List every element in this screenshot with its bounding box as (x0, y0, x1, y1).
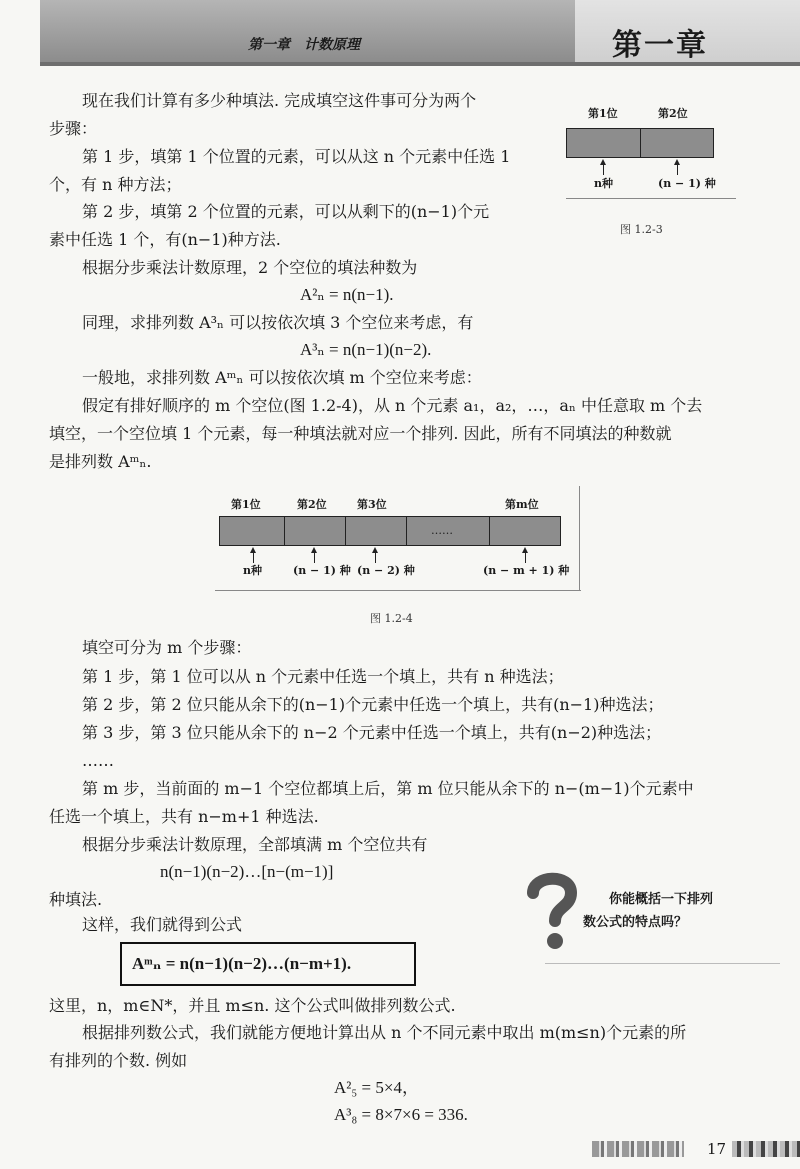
footer-pattern (592, 1141, 684, 1157)
paragraph-line: 有排列的个数. 例如 (49, 1051, 188, 1070)
slot-box (345, 516, 407, 546)
slot-label: 第1位 (231, 498, 261, 511)
choice-label: n种 (594, 177, 613, 190)
ellipsis-label: …… (431, 524, 453, 537)
permutation-formula: Aᵐₙ = n(n−1)(n−2)…(n−m+1). (132, 954, 352, 973)
slot-label: 第2位 (658, 107, 688, 120)
paragraph-line: 第 2 步，填第 2 个位置的元素，可以从剩下的(n−1)个元 (82, 202, 490, 221)
choice-label: n种 (243, 564, 262, 577)
slot-box (489, 516, 561, 546)
paragraph-line: 根据分步乘法计数原理，全部填满 m 个空位共有 (82, 835, 428, 854)
sidebar-divider (545, 963, 780, 964)
paragraph-line: 种填法. (49, 890, 103, 909)
formula: A²ₙ = n(n−1). (300, 285, 394, 304)
paragraph-line: 素中任选 1 个，有(n−1)种方法. (49, 230, 281, 249)
paragraph-line: 填空，一个空位填 1 个元素，每一种填法就对应一个排列. 因此，所有不同填法的种数就 (49, 424, 672, 443)
formula: A³ₙ = n(n−1)(n−2). (300, 340, 432, 359)
formula: A²₅ = 5×4， (334, 1078, 419, 1097)
slot-label: 第m位 (505, 498, 539, 511)
paragraph-line: 第 3 步，第 3 位只能从余下的 n−2 个元素中任选一个填上，共有(n−2)种选法； (82, 723, 662, 742)
sidebar-question: 你能概括一下排列 (609, 892, 714, 907)
figure-frame (579, 486, 580, 590)
choice-label: (n − m + 1) 种 (483, 564, 570, 577)
page-number: 17 (707, 1140, 727, 1158)
figure-caption: 图 1.2-4 (370, 612, 413, 625)
slot-label: 第3位 (357, 498, 387, 511)
slot-box (640, 128, 714, 158)
paragraph-line: 步骤： (49, 119, 98, 138)
paragraph-line: …… (82, 751, 114, 770)
choice-label: (n − 1) 种 (658, 177, 716, 190)
paragraph-line: 第 1 步，填第 1 个位置的元素，可以从这 n 个元素中任选 1 (82, 147, 511, 166)
paragraph-line: 这样，我们就得到公式 (82, 915, 243, 934)
footer-pattern (732, 1141, 800, 1157)
paragraph-line: 是排列数 Aᵐₙ. (49, 452, 152, 471)
paragraph-line: 第 m 步，当前面的 m−1 个空位都填上后，第 m 位只能从余下的 n−(m−1)个元素中 (82, 779, 694, 798)
formula: A³₈ = 8×7×6 = 336. (334, 1105, 468, 1124)
choice-label: (n − 1) 种 (293, 564, 351, 577)
sidebar-question: 数公式的特点吗？ (583, 915, 688, 930)
paragraph-line: 第 1 步，第 1 位可以从 n 个元素中任选一个填上，共有 n 种选法； (82, 667, 564, 686)
figure-1-2-3 (566, 100, 736, 220)
up-arrow-icon (677, 164, 678, 175)
figure-caption: 图 1.2-3 (620, 223, 663, 236)
slot-label: 第1位 (588, 107, 618, 120)
chapter-tab-title: 第一章 (612, 28, 708, 63)
slot-box (284, 516, 346, 546)
slot-box (566, 128, 641, 158)
paragraph-line: 个，有 n 种方法； (49, 175, 182, 194)
choice-label: (n − 2) 种 (357, 564, 415, 577)
figure-frame (215, 590, 581, 591)
paragraph-line: 现在我们计算有多少种填法. 完成填空这件事可分为两个 (82, 91, 477, 110)
slot-box (219, 516, 285, 546)
slot-label: 第2位 (297, 498, 327, 511)
paragraph-line: 同理，求排列数 A³ₙ 可以按依次填 3 个空位来考虑，有 (82, 313, 474, 332)
paragraph-line: 根据排列数公式，我们就能方便地计算出从 n 个不同元素中取出 m(m≤n)个元素的所 (82, 1023, 687, 1042)
paragraph-line: 任选一个填上，共有 n−m+1 种选法. (49, 807, 319, 826)
paragraph-line: 第 2 步，第 2 位只能从余下的(n−1)个元素中任选一个填上，共有(n−1)种选法； (82, 695, 664, 714)
paragraph-line: 根据分步乘法计数原理，2 个空位的填法种数为 (82, 258, 418, 277)
up-arrow-icon (603, 164, 604, 175)
paragraph-line: 假定有排好顺序的 m 个空位(图 1.2-4)，从 n 个元素 a₁，a₂，…，aₙ 中任意取 m 个去 (82, 396, 703, 415)
paragraph-line: 填空可分为 m 个步骤： (82, 638, 252, 657)
figure-frame (566, 198, 736, 199)
paragraph-line: 这里，n，m∈N*，并且 m≤n. 这个公式叫做排列数公式. (49, 996, 456, 1015)
running-chapter-title: 第一章 计数原理 (248, 37, 360, 53)
question-mark-icon (527, 869, 577, 951)
formula: n(n−1)(n−2)…[n−(m−1)] (160, 862, 334, 881)
figure-1-2-4 (215, 492, 581, 594)
paragraph-line: 一般地，求排列数 Aᵐₙ 可以按依次填 m 个空位来考虑： (82, 368, 482, 387)
